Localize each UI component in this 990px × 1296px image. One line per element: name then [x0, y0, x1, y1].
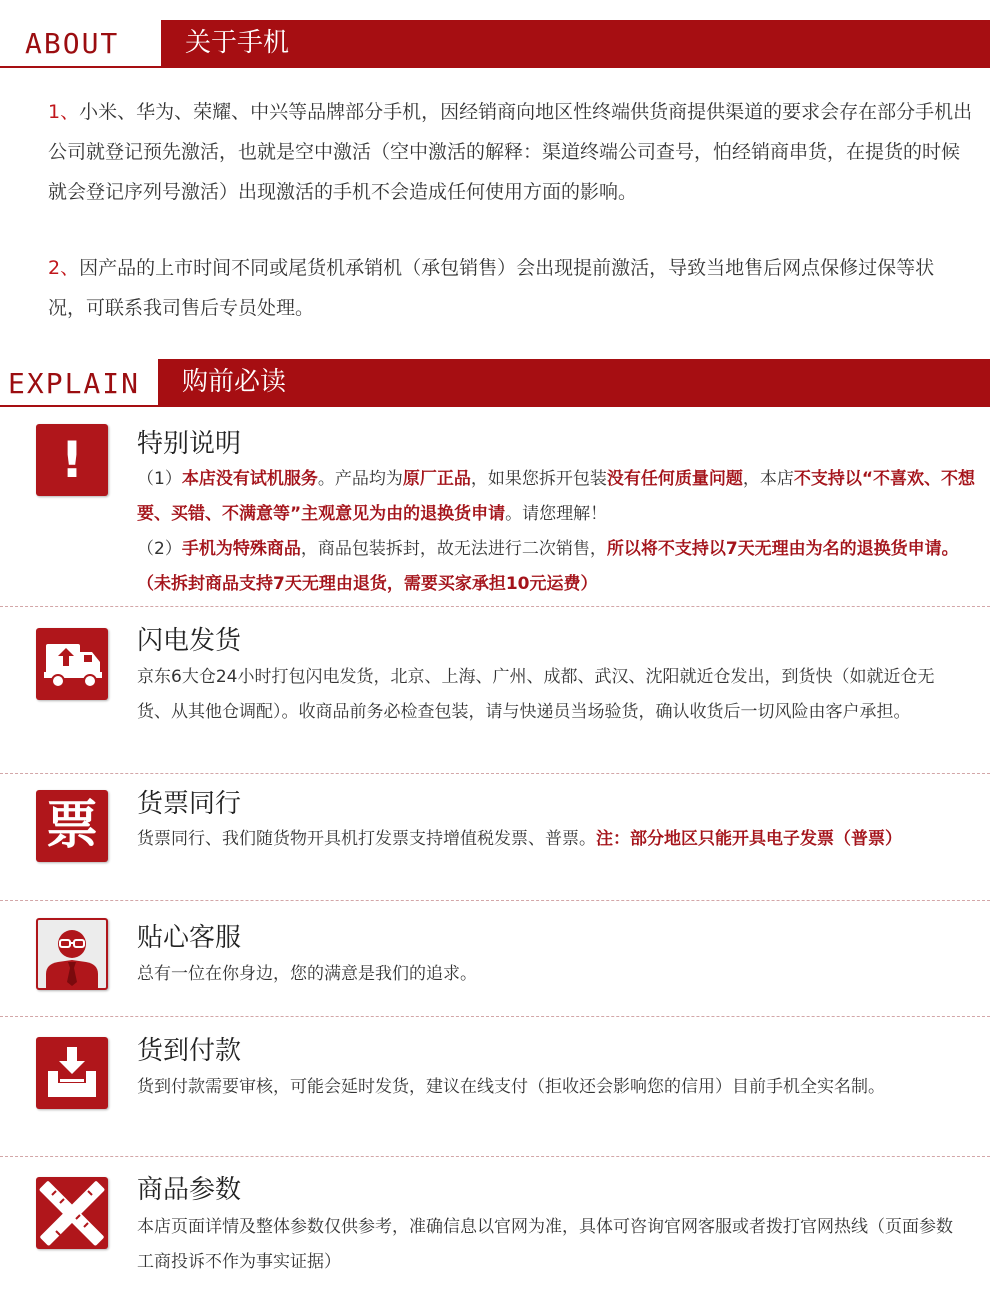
highlight-genuine: 原厂正品 [402, 469, 471, 489]
customer-service-title: 贴心客服 [137, 923, 242, 953]
about-banner [161, 20, 990, 66]
special-note-text [137, 462, 982, 602]
text-segment: ，如果您拆开包装 [470, 469, 607, 489]
paragraph-text: 因产品的上市时间不同或尾货机承销机（承包销售）会出现提前激活，导致当地售后网点保修过保等状况，可联系我司售后专员处理。 [48, 257, 935, 319]
fast-delivery-text: 京东6大仓24小时打包闪电发货，北京、上海、广州、成都、武汉、沈阳就近仓发出，到货快（如就近仓无货、从其他仓调配）。收商品前务必检查包装，请与快递员当场验货，确认收货后一切风险由客户承担。 [137, 667, 935, 722]
text-segment: 。请您理解！ [505, 504, 608, 524]
paragraph-number: 1、 [48, 101, 80, 123]
about-en-title: ABOUT [25, 27, 120, 60]
customer-service-text: 总有一位在你身边，您的满意是我们的追求。 [137, 964, 477, 984]
explain-rule [0, 405, 990, 407]
invoice-icon [36, 790, 108, 862]
product-params-title: 商品参数 [137, 1175, 242, 1205]
delivery-truck-graphic [36, 628, 108, 700]
about-rule [0, 66, 990, 68]
paragraph-text: 小米、华为、荣耀、中兴等品牌部分手机，因经销商向地区性终端供货商提供渠道的要求会存在部分手机出公司就登记预先激活，也就是空中激活（空中激活的解释：渠道终端公司查号，怕经销商串货，在提货的时候就会登记序列号激活）出现激活的手机不会造成任何使用方面的影响。 [48, 101, 973, 203]
highlight-return-policy: 所以将不支持以7天无理由为名的退换货申请。（未拆封商品支持7天无理由退货，需要买家承担10元运费） [137, 539, 959, 594]
about-paragraph-2 [48, 248, 958, 328]
ruler-cross-icon [36, 1177, 108, 1249]
special-note-title: 特别说明 [137, 429, 242, 459]
ruler-cross-graphic [36, 1177, 108, 1249]
cod-text: 货到付款需要审核，可能会延时发货，建议在线支付（拒收还会影响您的信用）目前手机全实名制。 [137, 1077, 885, 1097]
text-segment: 。产品均为 [317, 469, 403, 489]
highlight-invoice-note: 注：部分地区只能开具电子发票（普票） [596, 829, 902, 849]
highlight-no-quality-issue: 没有任何质量问题 [606, 469, 743, 489]
text-segment: ，商品包装拆封，故无法进行二次销售， [300, 539, 607, 559]
invoice-text [137, 822, 977, 857]
about-paragraph-1 [48, 92, 978, 212]
exclamation-glyph: ! [60, 431, 84, 489]
special-note-line-1 [137, 462, 982, 532]
text-segment: ，本店 [742, 469, 794, 489]
customer-service-icon [36, 918, 108, 990]
paragraph-number: 2、 [48, 257, 80, 279]
product-params-text: 本店页面详情及整体参数仅供参考，准确信息以官网为准，具体可咨询官网客服或者拨打官网热线（页面参数工商投诉不作为事实证据） [137, 1217, 953, 1272]
special-note-line-2 [137, 532, 982, 602]
divider [0, 1156, 990, 1157]
invoice-title: 货票同行 [137, 789, 242, 819]
cod-title: 货到付款 [137, 1036, 242, 1066]
divider [0, 773, 990, 774]
invoice-glyph: 票 [45, 796, 98, 856]
highlight-special-goods: 手机为特殊商品 [181, 539, 301, 559]
divider [0, 606, 990, 607]
download-inbox-graphic [36, 1037, 108, 1109]
text-segment: 货票同行、我们随货物开具机打发票支持增值税发票、普票。 [137, 829, 596, 849]
customer-service-graphic [38, 920, 106, 988]
divider [0, 1016, 990, 1017]
about-title: 关于手机 [185, 28, 290, 58]
explain-title: 购前必读 [182, 367, 287, 397]
download-inbox-icon [36, 1037, 108, 1109]
delivery-truck-icon [36, 628, 108, 700]
divider [0, 900, 990, 901]
highlight-no-trial: 本店没有试机服务 [181, 469, 318, 489]
text-segment: （2） [137, 539, 182, 559]
exclamation-icon [36, 424, 108, 496]
text-segment: （1） [137, 469, 182, 489]
highlight-no-return: 不支持以“不喜欢、不想要、买错、不满意等”主观意见为由的退换货申请 [137, 469, 976, 524]
explain-banner [158, 359, 990, 405]
fast-delivery-title: 闪电发货 [137, 626, 242, 656]
explain-en-title: EXPLAIN [8, 367, 141, 400]
